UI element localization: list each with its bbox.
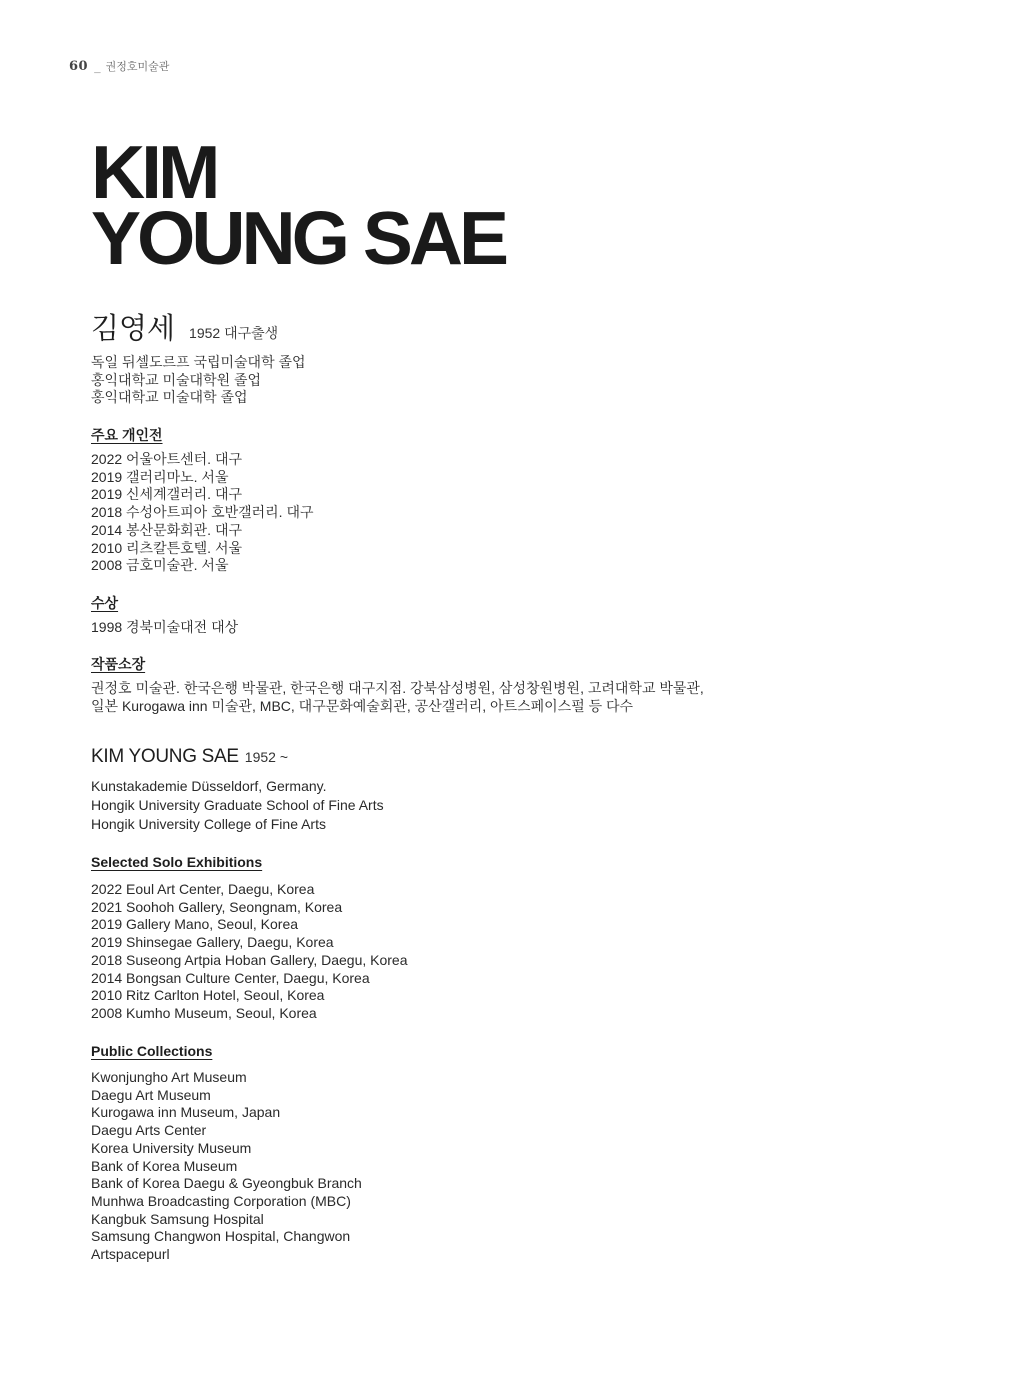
page-header: [69, 58, 169, 74]
list-item: 권정호 미술관. 한국은행 박물관, 한국은행 대구지점. 강북삼성병원, 삼성창원병원, 고려대학교 박물관,: [91, 680, 704, 696]
list-item: Munhwa Broadcasting Corporation (MBC): [91, 1192, 351, 1209]
korean-solo-heading: 주요 개인전: [91, 427, 163, 443]
list-item: 홍익대학교 미술대학원 졸업: [91, 371, 262, 388]
list-item: 2018 수성아트피아 호반갤러리. 대구: [91, 504, 314, 521]
list-item: Kurogawa inn Museum, Japan: [91, 1104, 281, 1121]
artist-name-korean: 김영세: [91, 313, 176, 345]
list-item: Hongik University Graduate School of Fine Arts: [91, 797, 384, 813]
korean-awards-list: [91, 619, 238, 637]
list-item: Daegu Art Museum: [91, 1086, 211, 1103]
list-item: Kwonjungho Art Museum: [91, 1069, 247, 1085]
publication-name: 권정호미술관: [105, 60, 170, 73]
list-item: 독일 뒤셀도르프 국립미술대학 졸업: [91, 354, 306, 370]
artist-name-line1: KIM: [91, 130, 217, 214]
list-item: 2019 갤러리마노. 서울: [91, 468, 229, 485]
artist-name-english: KIM YOUNG SAE: [91, 746, 239, 767]
list-item: 2022 어울아트센터. 대구: [91, 451, 243, 467]
list-item: Korea University Museum: [91, 1139, 252, 1156]
list-item: Samsung Changwon Hospital, Changwon: [91, 1228, 351, 1245]
list-item: 2019 신세계갤러리. 대구: [91, 486, 243, 503]
artist-years: 1952 ~: [244, 749, 289, 765]
list-item: 일본 Kurogawa inn 미술관, MBC, 대구문화예술회관, 공산갤러리, 아트스페이스펄 등 다수: [91, 697, 634, 714]
artist-name-title: [91, 130, 506, 280]
list-item: 2008 Kumho Museum, Seoul, Korea: [91, 1004, 317, 1021]
list-item: 1998 경북미술대전 대상: [91, 619, 239, 635]
list-item: 2014 봉산문화회관. 대구: [91, 521, 243, 538]
list-item: 홍익대학교 미술대학 졸업: [91, 389, 248, 406]
list-item: Artspacepurl: [91, 1246, 170, 1263]
list-item: 2008 금호미술관. 서울: [91, 557, 229, 574]
list-item: 2022 Eoul Art Center, Daegu, Korea: [91, 881, 315, 897]
list-item: 2010 Ritz Carlton Hotel, Seoul, Korea: [91, 987, 325, 1004]
list-item: Hongik University College of Fine Arts: [91, 816, 326, 832]
english-solo-heading: Selected Solo Exhibitions: [91, 854, 263, 870]
list-item: Bank of Korea Daegu & Gyeongbuk Branch: [91, 1175, 362, 1192]
list-item: 2021 Soohoh Gallery, Seongnam, Korea: [91, 898, 343, 915]
list-item: Kunstakademie Düsseldorf, Germany.: [91, 778, 327, 794]
korean-education-list: [91, 354, 306, 407]
english-name-row: [91, 746, 288, 768]
english-education-list: [91, 777, 384, 834]
korean-awards-heading: 수상: [91, 595, 119, 611]
list-item: Kangbuk Samsung Hospital: [91, 1210, 264, 1227]
page-number: 60: [69, 59, 89, 74]
list-item: 2018 Suseong Artpia Hoban Gallery, Daegu, Korea: [91, 951, 408, 968]
artist-birth-korean: 1952 대구출생: [189, 325, 279, 341]
english-solo-list: [91, 881, 408, 1023]
korean-solo-list: [91, 451, 314, 575]
list-item: 2019 Shinsegae Gallery, Daegu, Korea: [91, 934, 334, 951]
korean-name-row: [91, 306, 278, 347]
korean-collections-heading: 작품소장: [91, 656, 146, 672]
korean-collections-list: [91, 680, 704, 715]
english-collections-heading: Public Collections: [91, 1043, 213, 1059]
list-item: Daegu Arts Center: [91, 1122, 207, 1139]
artist-name-line2: YOUNG SAE: [91, 196, 506, 280]
english-collections-list: [91, 1069, 362, 1264]
header-separator: _: [94, 59, 101, 74]
list-item: 2010 리츠칼튼호텔. 서울: [91, 539, 243, 556]
list-item: 2019 Gallery Mano, Seoul, Korea: [91, 916, 299, 933]
list-item: Bank of Korea Museum: [91, 1157, 238, 1174]
list-item: 2014 Bongsan Culture Center, Daegu, Korea: [91, 969, 370, 986]
